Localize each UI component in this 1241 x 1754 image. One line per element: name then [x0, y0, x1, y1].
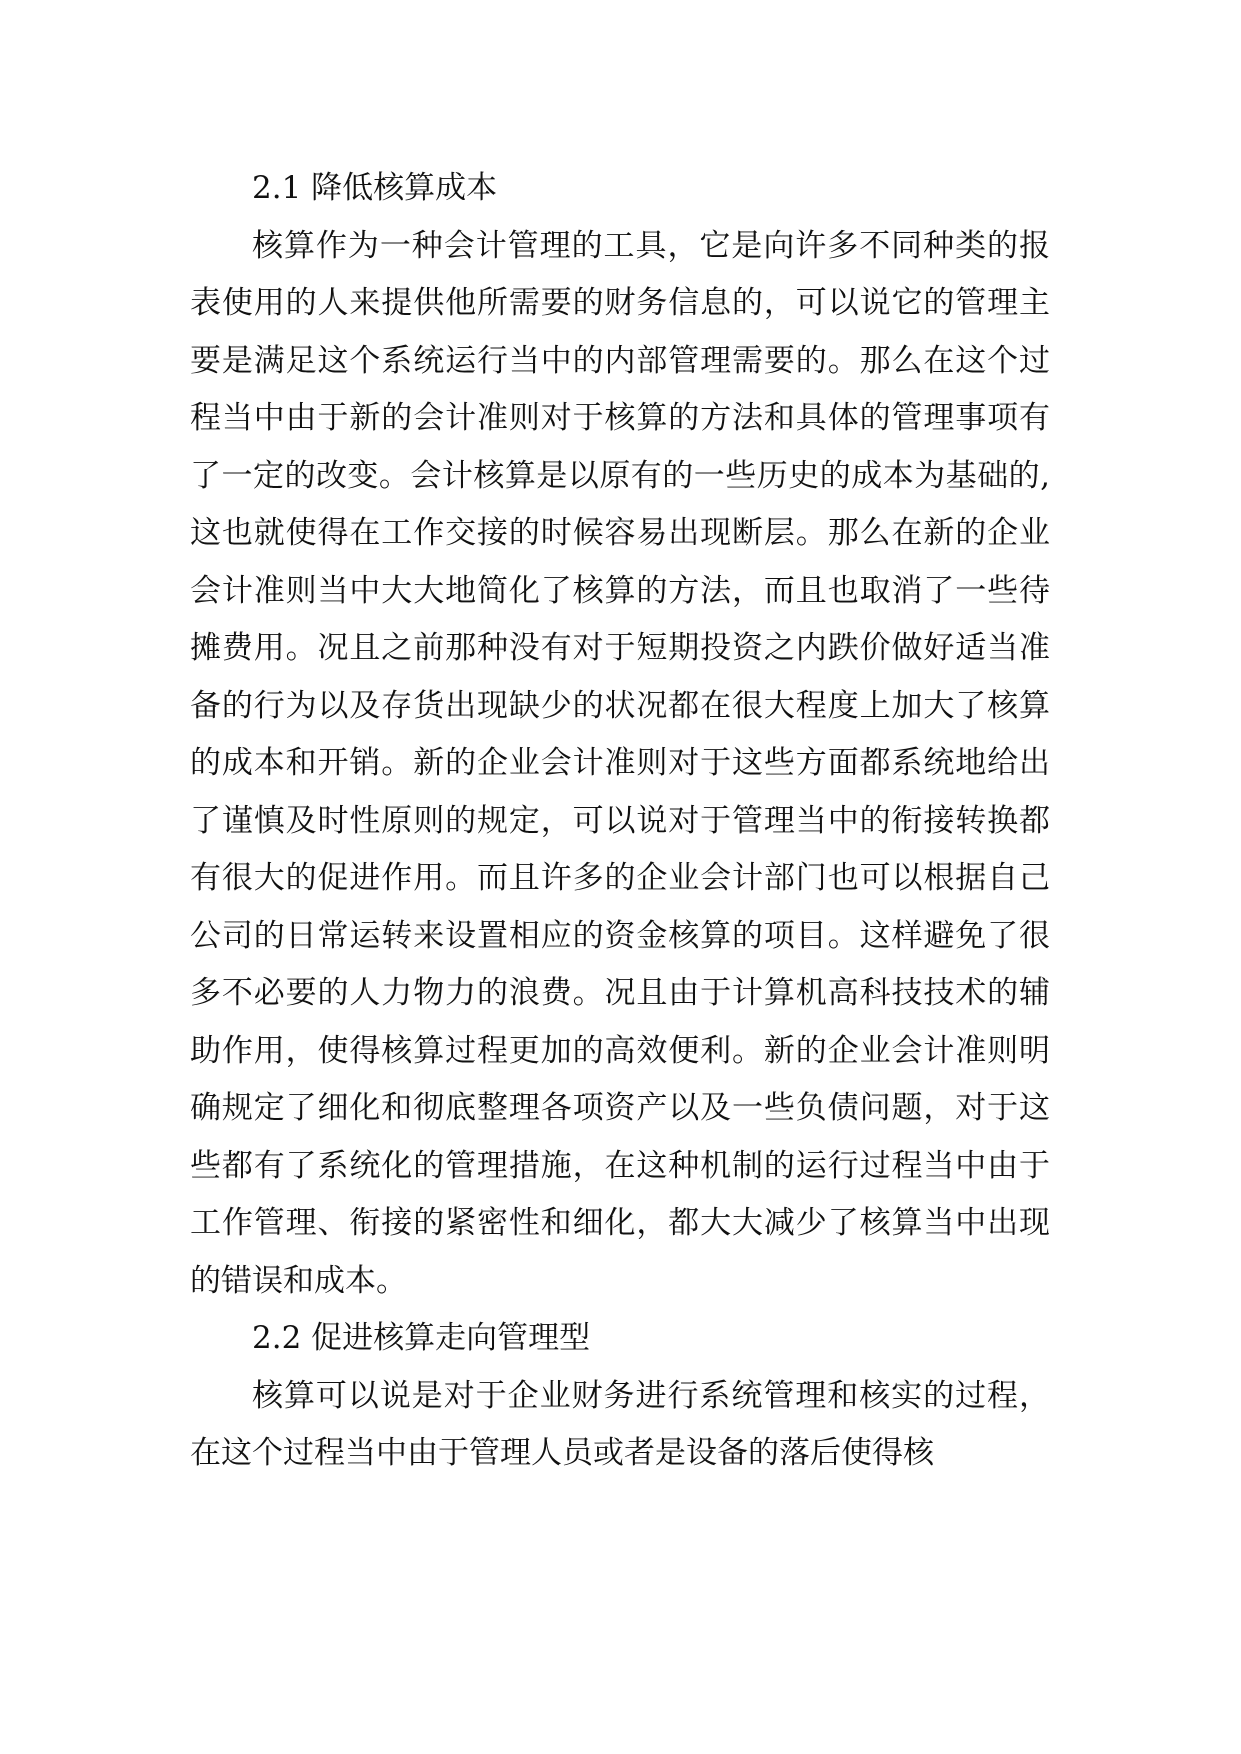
section-heading-2-1: 2.1 降低核算成本	[252, 170, 498, 206]
section-paragraph-2-2: 核算可以说是对于企业财务进行系统管理和核实的过程，在这个过程当中由于管理人员或者是设备的落后使得核	[190, 1377, 1050, 1471]
section-paragraph-2-1: 核算作为一种会计管理的工具，它是向许多不同种类的报表使用的人来提供他所需要的财务信息的，可以说它的管理主要是满足这个系统运行当中的内部管理需要的。那么在这个过程当中由于新的会计准则对于核算的方法和具体的管理事项有了一定的改变。会计核算是以原有的一些历史的成本为基础的,这也就使得在工作交接的时候容易出现断层。那么在新的企业会计准则当中大大地简化了核算的方法，而且也取消了一些待摊费用。况且之前那种没有对于短期投资之内跌价做好适当准备的行为以及存货出现缺少的状况都在很大程度上加大了核算的成本和开销。新的企业会计准则对于这些方面都系统地给出了谨慎及时性原则的规定，可以说对于管理当中的衔接转换都有很大的促进作用。而且许多的企业会计部门也可以根据自己公司的日常运转来设置相应的资金核算的项目。这样避免了很多不必要的人力物力的浪费。况且由于计算机高科技技术的辅助作用，使得核算过程更加的高效便利。新的企业会计准则明确规定了细化和彻底整理各项资产以及一些负债问题，对于这些都有了系统化的管理措施，在这种机制的运行过程当中由于工作管理、衔接的紧密性和细化，都大大减少了核算当中出现的错误和成本。	[190, 227, 1050, 1299]
section-heading-2-2: 2.2 促进核算走向管理型	[252, 1320, 591, 1356]
document-page	[190, 160, 1050, 1483]
